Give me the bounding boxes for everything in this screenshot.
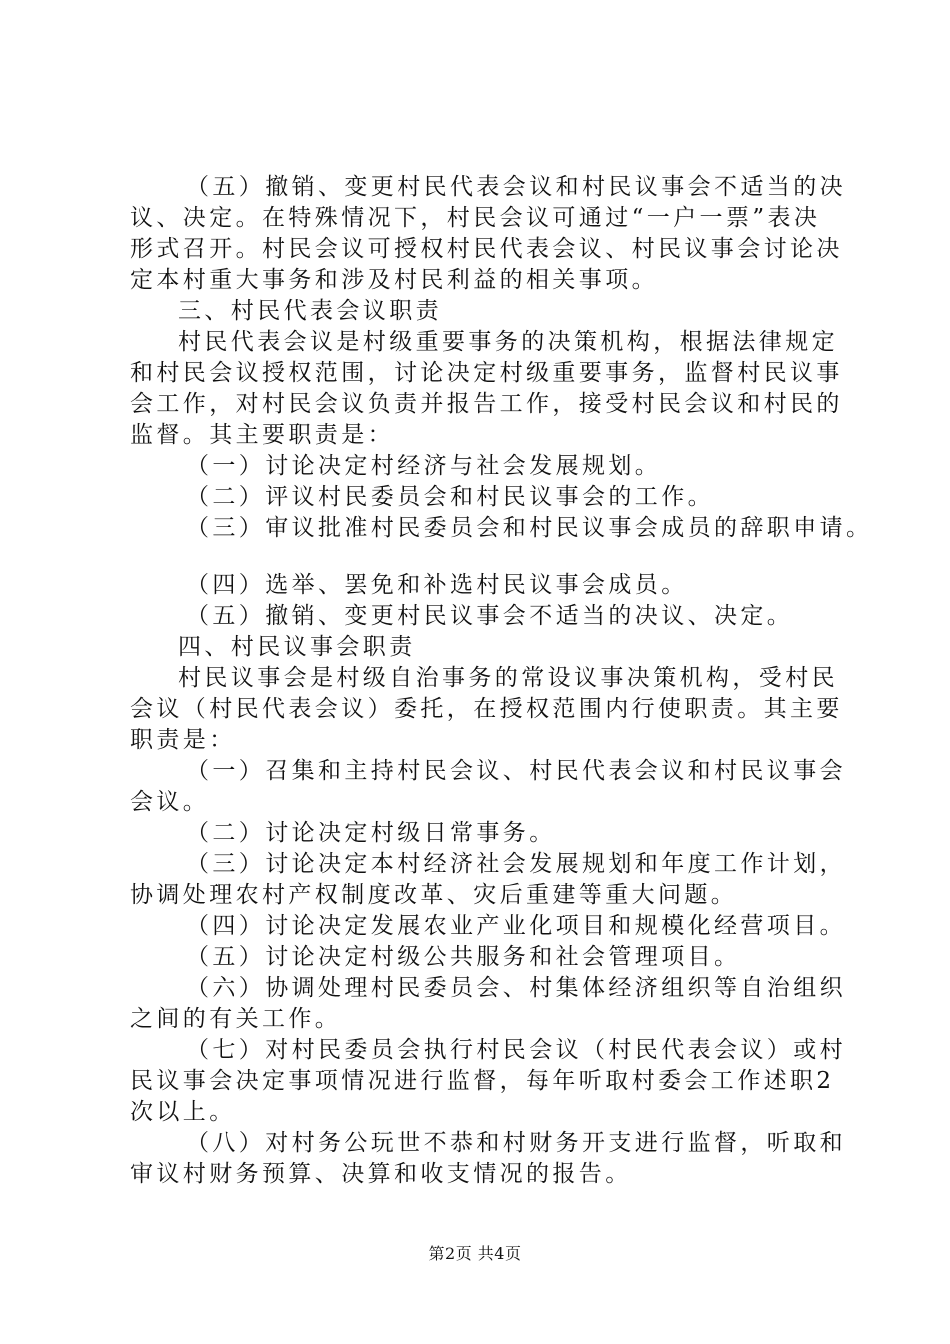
list-item: （四）讨论决定发展农业产业化项目和规模化经营项目。 (186, 913, 846, 939)
list-item: （一）讨论决定村经济与社会发展规划。 (186, 453, 662, 479)
text-line: （五）撤销、变更村民代表会议和村民议事会不适当的决 (186, 174, 846, 200)
paragraph-council-intro (130, 663, 843, 756)
list-item (130, 973, 846, 1035)
list-item (130, 1128, 846, 1190)
section-heading-3: 三、村民代表会议职责 (178, 298, 442, 324)
text-line: 职责是： (130, 727, 236, 753)
list-item: （三）审议批准村民委员会和村民议事会成员的辞职申请。 (186, 515, 873, 541)
text-line: 形式召开。村民会议可授权村民代表会议、村民议事会讨论决 (130, 236, 843, 262)
text-line: 议、决定。在特殊情况下，村民会议可通过“一户一票”表决 (130, 205, 821, 231)
list-item: （二）讨论决定村级日常事务。 (186, 820, 556, 846)
text-line: 民议事会决定事项情况进行监督，每年听取村委会工作述职2 (130, 1068, 835, 1094)
text-line: 审议村财务预算、决算和收支情况的报告。 (130, 1161, 632, 1187)
paragraph-revoke-decisions (130, 172, 846, 296)
list-item: （五）撤销、变更村民议事会不适当的决议、决定。 (186, 603, 794, 629)
text-line: （六）协调处理村民委员会、村集体经济组织等自治组织 (186, 975, 846, 1001)
text-line: 会工作，对村民会议负责并报告工作，接受村民会议和村民的 (130, 391, 843, 417)
blank-gap (130, 544, 830, 570)
page-number-footer: 第2页 共4页 (428, 1244, 522, 1263)
list-item: （四）选举、罢免和补选村民议事会成员。 (186, 572, 688, 598)
list-item: （五）讨论决定村级公共服务和社会管理项目。 (186, 944, 741, 970)
text-line: 和村民会议授权范围，讨论决定村级重要事务，监督村民议事 (130, 360, 843, 386)
text-line: （一）召集和主持村民会议、村民代表会议和村民议事会 (186, 758, 846, 784)
paragraph-representative-intro (130, 327, 843, 451)
text-line: 村民代表会议是村级重要事务的决策机构，根据法律规定 (178, 329, 838, 355)
text-line: 定本村重大事务和涉及村民利益的相关事项。 (130, 267, 658, 293)
text-line: 监督。其主要职责是： (130, 422, 394, 448)
text-line: 会议。 (130, 789, 210, 815)
section-heading-4: 四、村民议事会职责 (178, 634, 416, 660)
text-line: 次以上。 (130, 1099, 236, 1125)
list-item (130, 1035, 846, 1128)
text-line: 村民议事会是村级自治事务的常设议事决策机构，受村民 (178, 665, 838, 691)
list-item: （二）评议村民委员会和村民议事会的工作。 (186, 484, 714, 510)
text-line: （三）讨论决定本村经济社会发展规划和年度工作计划， (186, 851, 846, 877)
list-item (130, 849, 846, 911)
text-line: （七）对村民委员会执行村民会议（村民代表会议）或村 (186, 1037, 846, 1063)
text-line: （八）对村务公玩世不恭和村财务开支进行监督，听取和 (186, 1130, 846, 1156)
list-item (130, 756, 846, 818)
text-line: 协调处理农村产权制度改革、灾后重建等重大问题。 (130, 882, 738, 908)
text-line: 之间的有关工作。 (130, 1006, 342, 1032)
document-body (130, 172, 873, 1190)
text-line: 会议（村民代表会议）委托，在授权范围内行使职责。其主要 (130, 696, 843, 722)
